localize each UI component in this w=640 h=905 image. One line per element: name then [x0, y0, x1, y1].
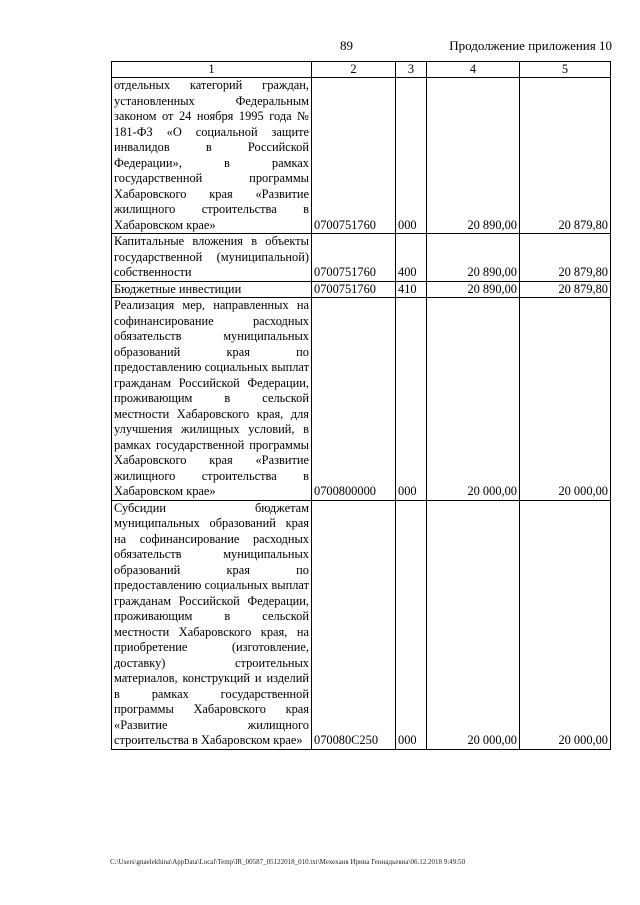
row-name: Реализация мер, направленных на софинансирование расходных обязательств муниципальных образований края по предоставлению социальных выплат гражданам Российской Федерации, проживающим в сельской местности Хабаровского края, для улучшения жилищных условий, в рамках государственной программы Хабаровского края «Развитие жилищного строительства в Хабаровском крае» [112, 298, 312, 501]
row-code: 0700751760 [312, 281, 396, 298]
table-row [112, 234, 611, 282]
table-row [112, 281, 611, 298]
row-vr: 000 [396, 298, 427, 501]
row-amount-2: 20 879,80 [520, 281, 611, 298]
column-header-row [112, 62, 611, 78]
row-vr: 000 [396, 78, 427, 234]
row-code: 070080С250 [312, 500, 396, 749]
row-amount-1: 20 890,00 [427, 78, 520, 234]
table-row [112, 298, 611, 501]
row-name: Бюджетные инвестиции [112, 281, 312, 298]
page-number: 89 [340, 38, 353, 53]
footer-file-path: C:\Users\gnaelekhina\AppData\Local\Temp\IR_00587_05122018_010.txt\Мехеханя Ирина Геннадьевна\06.12.2018 9:49:50 [110, 858, 466, 866]
row-vr: 400 [396, 234, 427, 282]
table-row [112, 78, 611, 234]
row-vr: 000 [396, 500, 427, 749]
column-header-code: 2 [312, 62, 396, 78]
row-amount-1: 20 000,00 [427, 298, 520, 501]
row-amount-1: 20 890,00 [427, 281, 520, 298]
table-row [112, 500, 611, 749]
budget-table [111, 61, 611, 750]
row-amount-1: 20 000,00 [427, 500, 520, 749]
continuation-note: Продолжение приложения 10 [449, 38, 612, 53]
row-name: Капитальные вложения в объекты государственной (муниципальной) собственности [112, 234, 312, 282]
column-header-amount-2: 5 [520, 62, 611, 78]
row-name: отдельных категорий граждан, установленных Федеральным законом от 24 ноября 1995 года № 181-ФЗ «О социальной защите инвалидов в Российской Федерации», в рамках государственной программы Хабаровского края «Развитие жилищного строительства в Хабаровском крае» [112, 78, 312, 234]
row-amount-2: 20 879,80 [520, 234, 611, 282]
row-code: 0700751760 [312, 78, 396, 234]
row-code: 0700800000 [312, 298, 396, 501]
row-code: 0700751760 [312, 234, 396, 282]
row-name: Субсидии бюджетам муниципальных образований края на софинансирование расходных обязательств муниципальных образований края по предоставлению социальных выплат гражданам Российской Федерации, проживающим в сельской местности Хабаровского края, на приобретение (изготовление, доставку) строительных материалов, конструкций и изделий в рамках государственной программы Хабаровского края «Развитие жилищного строительства в Хабаровском крае» [112, 500, 312, 749]
row-vr: 410 [396, 281, 427, 298]
row-amount-1: 20 890,00 [427, 234, 520, 282]
column-header-name: 1 [112, 62, 312, 78]
row-amount-2: 20 879,80 [520, 78, 611, 234]
row-amount-2: 20 000,00 [520, 500, 611, 749]
column-header-vr: 3 [396, 62, 427, 78]
row-amount-2: 20 000,00 [520, 298, 611, 501]
column-header-amount-1: 4 [427, 62, 520, 78]
